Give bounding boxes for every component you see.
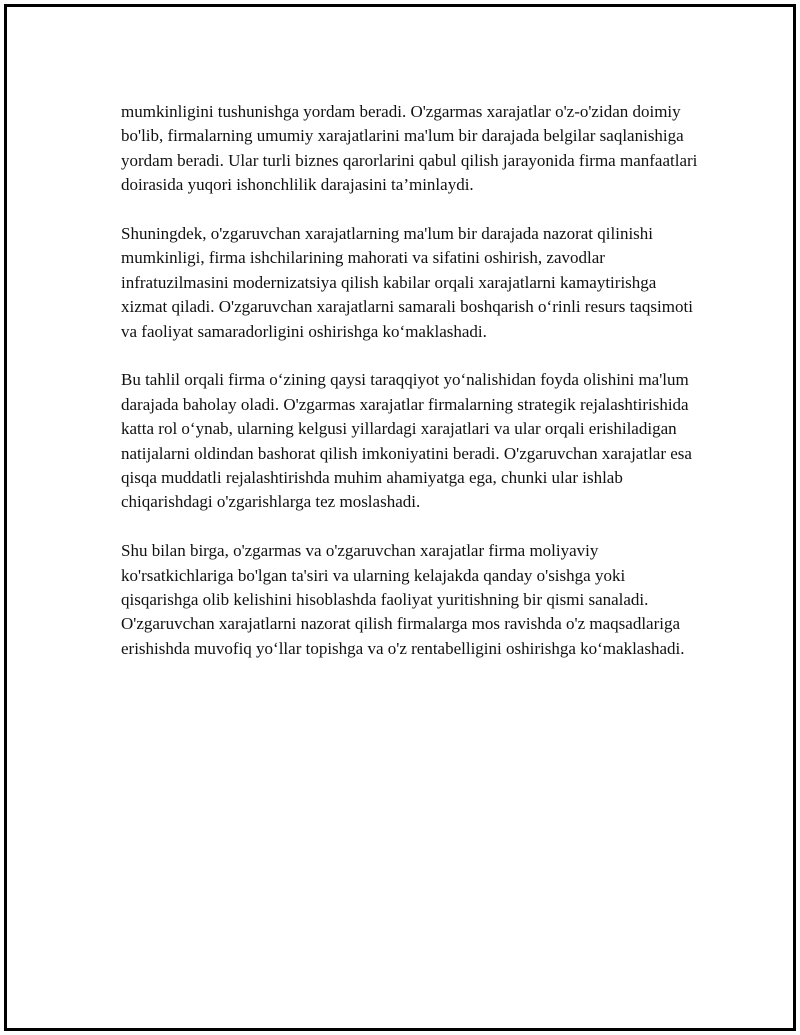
document-page: [4, 4, 796, 1031]
paragraph-2: Shuningdek, o'zgaruvchan xarajatlarning ma'lum bir darajada nazorat qilinishi mumkinligi, firma ishchilarining mahorati va sifatini oshirish, zavodlar infratuzilmasini modernizatsiya qilish kabilar orqali xarajatlarni kamaytirishga xizmat qiladi. O'zgaruvchan xarajatlarni samarali boshqarish o‘rinli resurs taqsimoti va faoliyat samaradorligini oshirishga ko‘maklashadi.: [121, 224, 693, 341]
paragraph-1: mumkinligini tushunishga yordam beradi. O'zgarmas xarajatlar o'z-o'zidan doimiy bo'lib, firmalarning umumiy xarajatlarini ma'lum bir darajada belgilar saqlanishiga yordam beradi. Ular turli biznes qarorlarini qabul qilish jarayonida firma manfaatlari doirasida yuqori ishonchlilik darajasini ta’minlaydi.: [121, 102, 698, 195]
paragraph-3: Bu tahlil orqali firma o‘zining qaysi taraqqiyot yo‘nalishidan foyda olishini ma'lum darajada baholay oladi. O'zgarmas xarajatlar firmalarning strategik rejalashtirishida katta rol o‘ynab, ularning kelgusi yillardagi xarajatlari va ular orqali erishiladigan natijalarni oldindan bashorat qilish imkoniyatini beradi. O'zgaruvchan xarajatlar esa qisqa muddatli rejalashtirishda muhim ahamiyatga ega, chunki ular ishlab chiqarishdagi o'zgarishlarga tez moslashadi.: [121, 370, 692, 512]
document-body: [121, 100, 701, 686]
paragraph-4: Shu bilan birga, o'zgarmas va o'zgaruvchan xarajatlar firma moliyaviy ko'rsatkichlariga bo'lgan ta'siri va ularning kelajakda qanday o'sishga yoki qisqarishga olib kelishini hisoblashda faoliyat yuritishning bir qismi sanaladi. O'zgaruvchan xarajatlarni nazorat qilish firmalarga mos ravishda o'z maqsadlariga erishishda muvofiq yo‘llar topishga va o'z rentabelligini oshirishga ko‘maklashadi.: [121, 541, 685, 658]
